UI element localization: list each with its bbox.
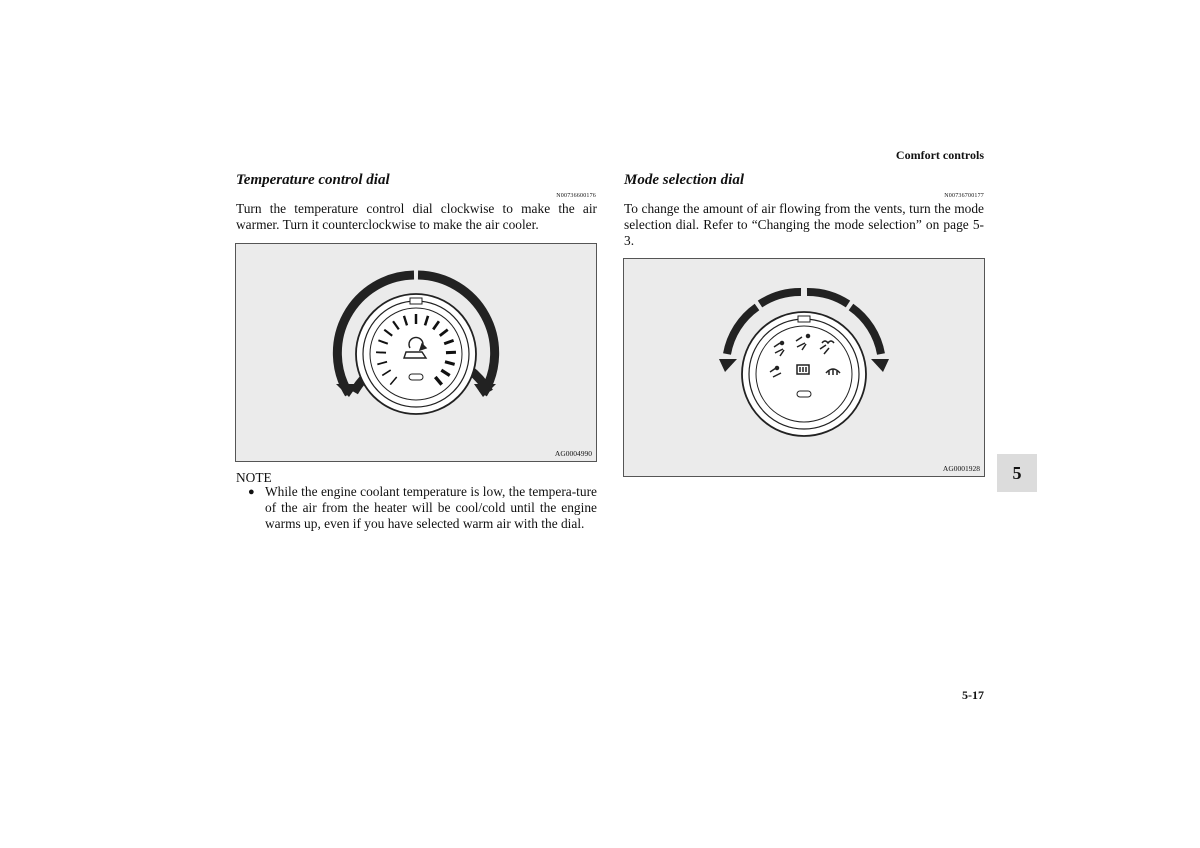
- figure-mode-dial: [623, 258, 985, 477]
- temperature-dial-illustration: [236, 244, 596, 461]
- section-title-mode: Mode selection dial: [624, 172, 744, 188]
- bullet-icon: ●: [248, 486, 255, 498]
- mode-dial-illustration: [624, 259, 984, 476]
- dial-notch: [410, 298, 422, 304]
- paragraph-mode: To change the amount of air flowing from the vents, turn the mode selection dial. Refer to “Changing the mode selection” on page 5-3.: [624, 201, 984, 248]
- running-header: Comfort controls: [895, 148, 984, 162]
- figure-id: AG0001928: [942, 464, 980, 473]
- reference-code: N00736600176: [556, 193, 596, 199]
- paragraph-temperature: Turn the temperature control dial clockwise to make the air warmer. Turn it counterclockwise to make the air cooler.: [236, 201, 597, 232]
- note-bullet-text: While the engine coolant temperature is low, the tempera-ture of the air from the heater will be cool/cold until the engine warms up, even if you have selected warm air with the dial.: [265, 484, 597, 531]
- reference-code: N00736700177: [944, 193, 984, 199]
- figure-temperature-dial: [235, 243, 597, 462]
- chapter-tab: 5: [997, 454, 1037, 492]
- dial-indicator: [409, 374, 423, 380]
- note-heading: NOTE: [236, 470, 272, 485]
- figure-id: AG0004990: [554, 449, 592, 458]
- dial-notch: [798, 316, 810, 322]
- section-title-temperature: Temperature control dial: [236, 172, 390, 188]
- page-number: 5-17: [962, 688, 984, 702]
- dial-indicator: [797, 391, 811, 397]
